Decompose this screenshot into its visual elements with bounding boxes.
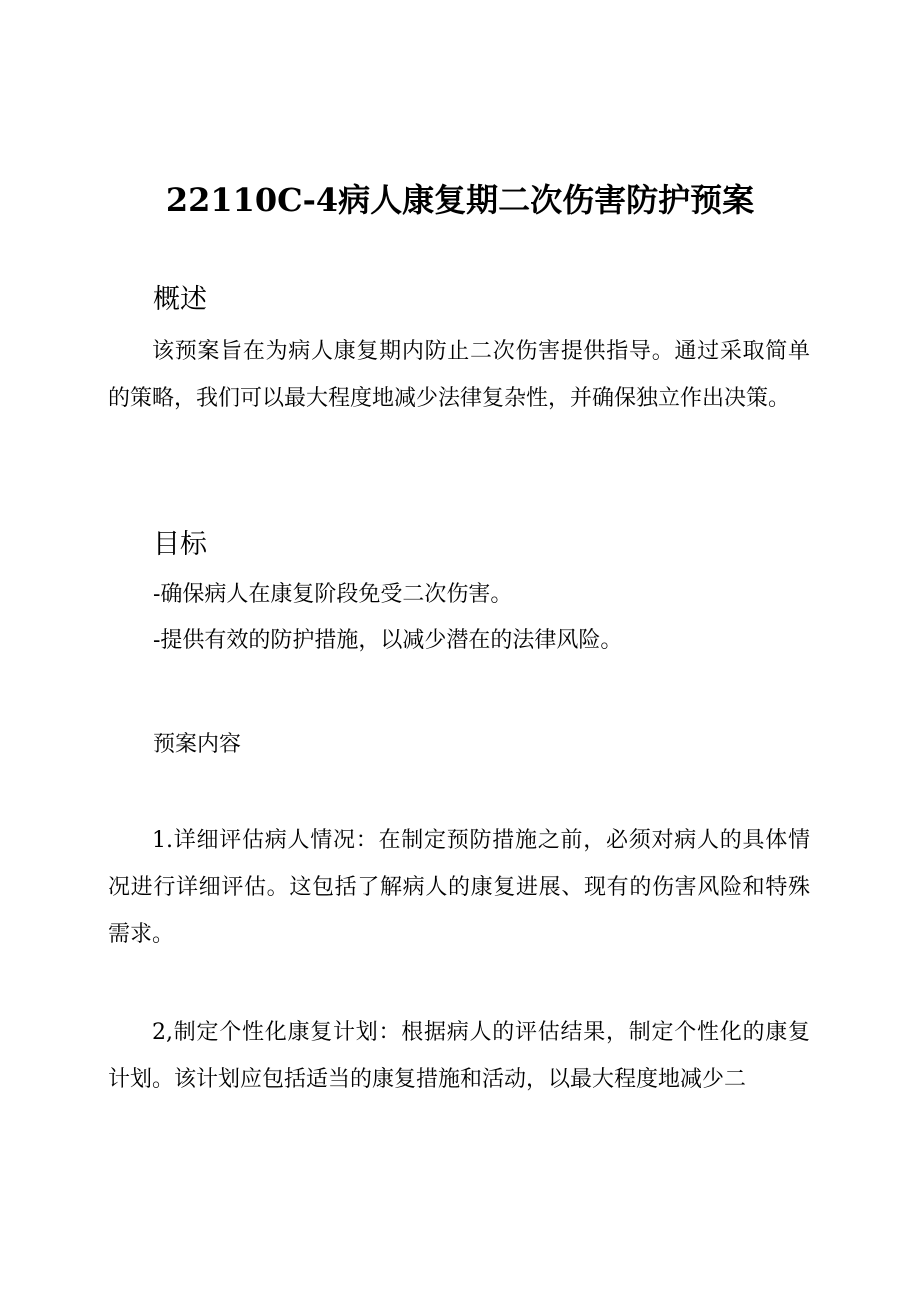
goal-item-1: -确保病人在康复阶段免受二次伤害。 [153,582,513,607]
overview-heading: 概述 [153,284,207,315]
plan-heading: 预案内容 [153,732,242,757]
goals-heading: 目标 [153,529,207,560]
document-title: 22110C-4病人康复期二次伤害防护预案 [165,181,755,219]
goal-item-2: -提供有效的防护措施，以减少潜在的法律风险。 [153,628,623,653]
overview-paragraph: 该预案旨在为病人康复期内防止二次伤害提供指导。通过采取简单的策略，我们可以最大程度地减少法律复杂性，并确保独立作出决策。 [108,339,810,411]
plan-item-2: 2,制定个性化康复计划：根据病人的评估结果，制定个性化的康复计划。该计划应包括适当的康复措施和活动，以最大程度地减少二 [108,1020,810,1092]
plan-item-1: 1.详细评估病人情况：在制定预防措施之前，必须对病人的具体情况进行详细评估。这包括了解病人的康复进展、现有的伤害风险和特殊需求。 [108,828,810,947]
